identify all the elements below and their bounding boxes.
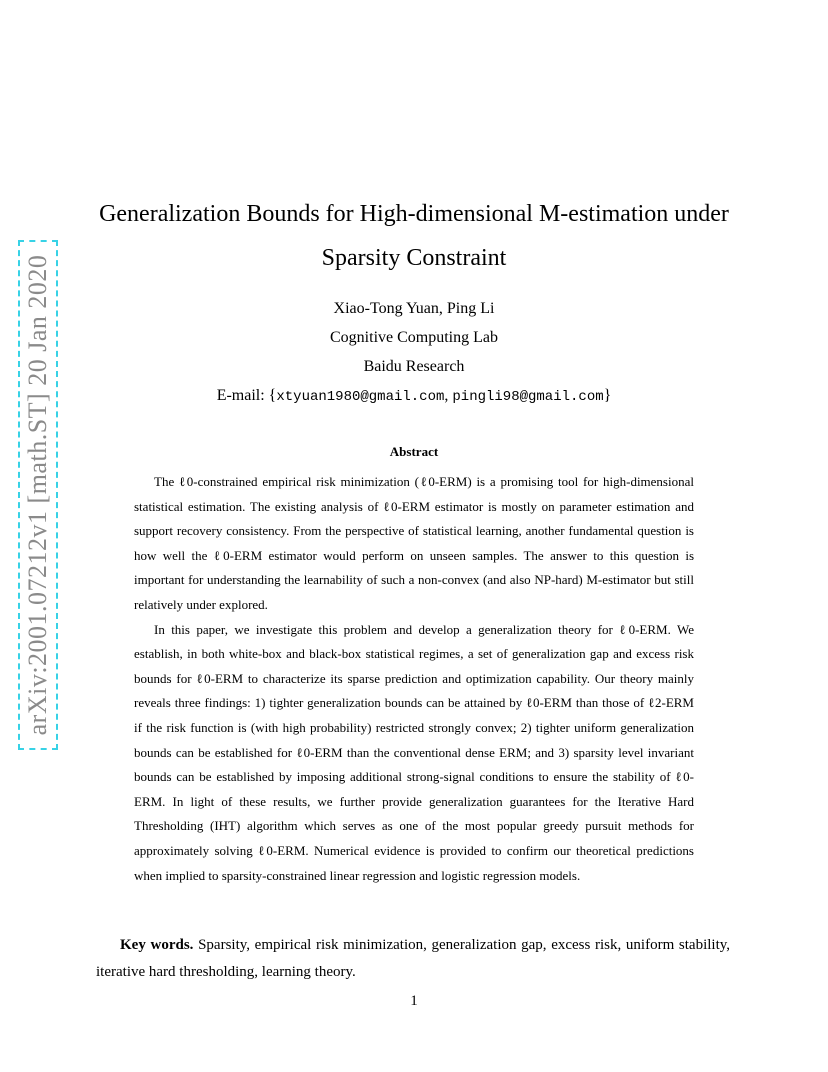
- affiliation-org: Baidu Research: [363, 358, 465, 375]
- keywords-text: Sparsity, empirical risk minimization, generalization gap, excess risk, uniform stability, iterative hard thresholding, learning theory.: [96, 937, 731, 980]
- email-1[interactable]: xtyuan1980@gmail.com: [276, 389, 445, 405]
- email-separator: ,: [444, 387, 453, 404]
- email-prefix: E-mail: {: [216, 387, 277, 404]
- abstract-paragraph-1: The ℓ0-constrained empirical risk minimization (ℓ0-ERM) is a promising tool for high-dimensional statistical estimation. The existing analysis of ℓ0-ERM estimator is mostly on parameter estimation and support recovery consistency. From the perspective of statistical learning, another fundamental question is how well the ℓ0-ERM estimator would perform on unseen samples. The answer to this question is important for understanding the learnability of such a non-convex (and also NP-hard) M-estimator but still relatively under explored.: [134, 474, 694, 612]
- abstract-body: [134, 470, 694, 888]
- keywords-label: Key words.: [120, 937, 194, 953]
- abstract-heading: Abstract: [389, 444, 439, 459]
- authors: Xiao-Tong Yuan, Ping Li: [333, 300, 495, 317]
- email-2[interactable]: pingli98@gmail.com: [452, 389, 604, 405]
- keywords: [96, 932, 730, 986]
- abstract-paragraph-2: In this paper, we investigate this problem and develop a generalization theory for ℓ0-ERM. We establish, in both white-box and black-box statistical regimes, a set of generalization gap and excess risk bounds for ℓ0-ERM to characterize its sparse prediction and optimization capability. Our theory mainly reveals three findings: 1) tighter generalization bounds can be attained by ℓ0-ERM than those of ℓ2-ERM if the risk function is (with high probability) restricted strongly convex; 2) tighter uniform generalization bounds can be established for ℓ0-ERM than the conventional dense ERM; and 3) sparsity level invariant bounds can be established by imposing additional strong-signal conditions to ensure the stability of ℓ0-ERM. In light of these results, we further provide generalization guarantees for the Iterative Hard Thresholding (IHT) algorithm which serves as one of the most popular greedy pursuit methods for approximately solving ℓ0-ERM. Numerical evidence is provided to confirm our theoretical predictions when implied to sparsity-constrained linear regression and logistic regression models.: [134, 621, 694, 883]
- title-line-1: Generalization Bounds for High-dimensional M-estimation under: [99, 201, 729, 227]
- email-suffix: }: [603, 387, 612, 404]
- title-line-2: Sparsity Constraint: [321, 245, 507, 271]
- arxiv-stamp-text: arXiv:2001.07212v1 [math.ST] 20 Jan 2020: [23, 254, 52, 736]
- arxiv-stamp: [18, 240, 58, 750]
- email-line: [60, 388, 768, 404]
- affiliation-lab: Cognitive Computing Lab: [330, 329, 498, 346]
- page-number: 1: [410, 993, 418, 1009]
